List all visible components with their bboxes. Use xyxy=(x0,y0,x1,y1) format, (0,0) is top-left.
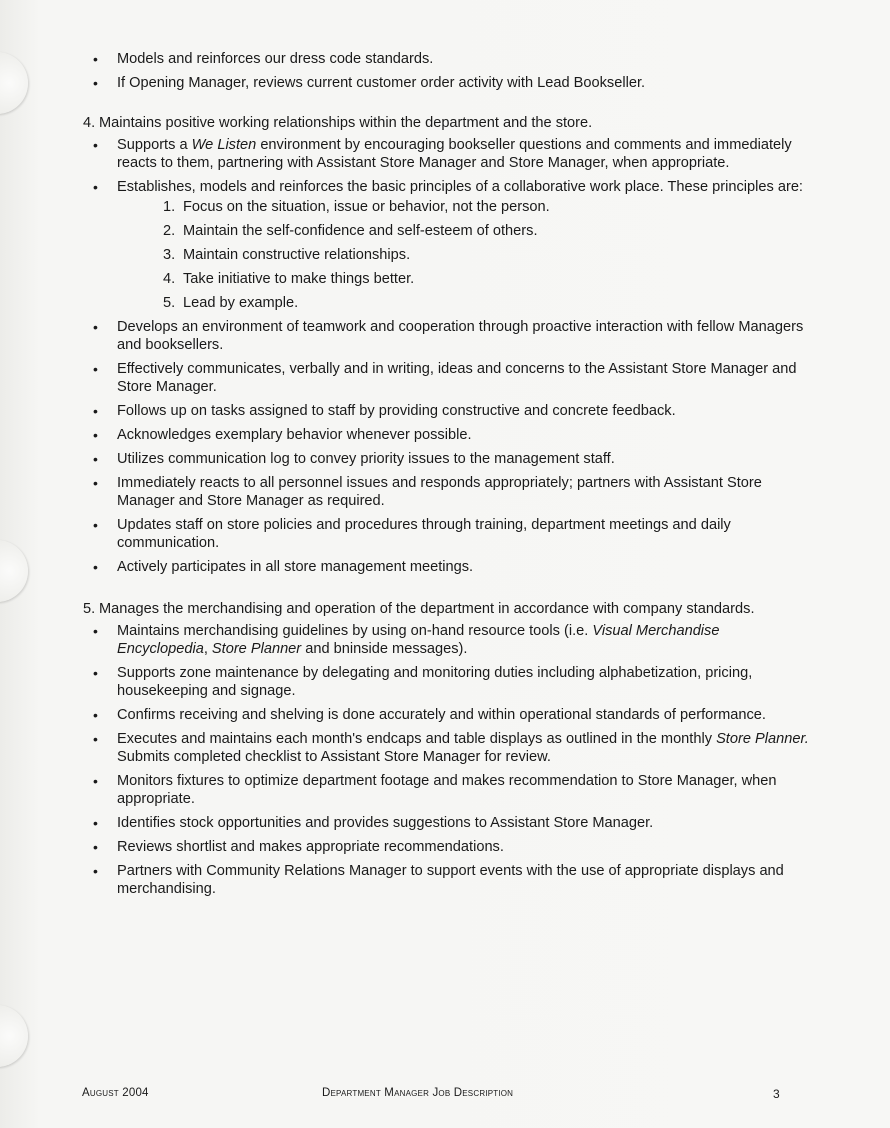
document-body xyxy=(83,50,813,904)
text: Executes and maintains each month's endcaps and table displays as outlined in the monthly xyxy=(117,731,717,747)
emphasis: We Listen xyxy=(191,137,257,153)
top-bullet-list xyxy=(83,50,813,92)
list-item: 3. Maintain constructive relationships. xyxy=(163,247,411,263)
list-item: • Reviews shortlist and makes appropriate recommendations. xyxy=(83,838,813,856)
list-item xyxy=(83,136,813,172)
section-heading: Maintains positive working relationships within the department and the store. xyxy=(99,115,593,131)
list-item: • Follows up on tasks assigned to staff by providing constructive and concrete feedback. xyxy=(83,402,813,420)
emphasis: Store Planner. xyxy=(716,731,809,747)
text: Submits completed checklist to Assistant Store Manager for review. xyxy=(117,749,551,765)
list-item: • Actively participates in all store management meetings. xyxy=(83,558,813,576)
text: Focus on the situation, issue or behavior, not the person. xyxy=(183,199,550,215)
principles-list xyxy=(83,198,813,312)
binder-hole xyxy=(0,52,28,114)
text: and bninside messages). xyxy=(301,641,468,657)
page-number: 3 xyxy=(773,1087,780,1101)
list-item: • Supports zone maintenance by delegating and monitoring duties including alphabetization, pricing, housekeeping and signage. xyxy=(83,664,813,700)
footer-title: Department Manager Job Description xyxy=(322,1087,514,1099)
binder-hole xyxy=(0,540,28,602)
list-item xyxy=(83,622,813,658)
section-number: 5. xyxy=(83,601,96,617)
list-item: 5. Lead by example. xyxy=(163,295,299,311)
text: Take initiative to make things better. xyxy=(183,271,415,287)
text: Supports a xyxy=(117,137,192,153)
list-item: • Confirms receiving and shelving is done accurately and within operational standards of performance. xyxy=(83,706,813,724)
list-item: 1. Focus on the situation, issue or behavior, not the person. xyxy=(163,199,550,215)
text: , xyxy=(203,641,212,657)
section-5-heading xyxy=(83,600,813,618)
section-5-list xyxy=(83,622,813,898)
text: Maintain the self-confidence and self-esteem of others. xyxy=(183,223,538,239)
section-4-list-cont xyxy=(83,318,813,576)
binder-hole xyxy=(0,1005,28,1067)
text: Maintains merchandising guidelines by using on-hand resource tools (i.e. xyxy=(117,623,593,639)
list-item: • Models and reinforces our dress code standards. xyxy=(83,50,813,68)
text: Lead by example. xyxy=(183,295,299,311)
section-number: 4. xyxy=(83,115,96,131)
emphasis: Visual Merchandise Encyclopedia xyxy=(117,623,720,657)
list-item: • Identifies stock opportunities and provides suggestions to Assistant Store Manager. xyxy=(83,814,813,832)
list-item: 2. Maintain the self-confidence and self-esteem of others. xyxy=(163,223,538,239)
list-item: • Acknowledges exemplary behavior whenever possible. xyxy=(83,426,813,444)
emphasis: Store Planner xyxy=(211,641,302,657)
text: environment by encouraging bookseller questions and comments and immediately reacts to them, partnering with Assistant Store Manager and Store Manager, when appropriate. xyxy=(117,137,792,171)
section-4-list xyxy=(83,136,813,196)
text: Maintain constructive relationships. xyxy=(183,247,411,263)
section-4-heading xyxy=(83,114,813,132)
list-item: • Updates staff on store policies and procedures through training, department meetings and daily communication. xyxy=(83,516,813,552)
list-item: • Effectively communicates, verbally and in writing, ideas and concerns to the Assistant Store Manager and Store Manager. xyxy=(83,360,813,396)
list-item: • Monitors fixtures to optimize department footage and makes recommendation to Store Manager, when appropriate. xyxy=(83,772,813,808)
list-item: 4. Take initiative to make things better. xyxy=(163,271,415,287)
footer-date: August 2004 xyxy=(82,1087,149,1099)
list-item: • Immediately reacts to all personnel issues and responds appropriately; partners with Assistant Store Manager and Store Manager as required. xyxy=(83,474,813,510)
list-item: • If Opening Manager, reviews current customer order activity with Lead Bookseller. xyxy=(83,74,813,92)
section-heading: Manages the merchandising and operation of the department in accordance with company standards. xyxy=(99,601,755,617)
list-item: • Develops an environment of teamwork and cooperation through proactive interaction with fellow Managers and booksellers. xyxy=(83,318,813,354)
list-item xyxy=(83,178,813,196)
list-item: • Utilizes communication log to convey priority issues to the management staff. xyxy=(83,450,813,468)
list-item xyxy=(83,730,813,766)
list-item: • Partners with Community Relations Manager to support events with the use of appropriate displays and merchandising. xyxy=(83,862,813,898)
text: Establishes, models and reinforces the basic principles of a collaborative work place. These principles are: xyxy=(117,179,803,195)
